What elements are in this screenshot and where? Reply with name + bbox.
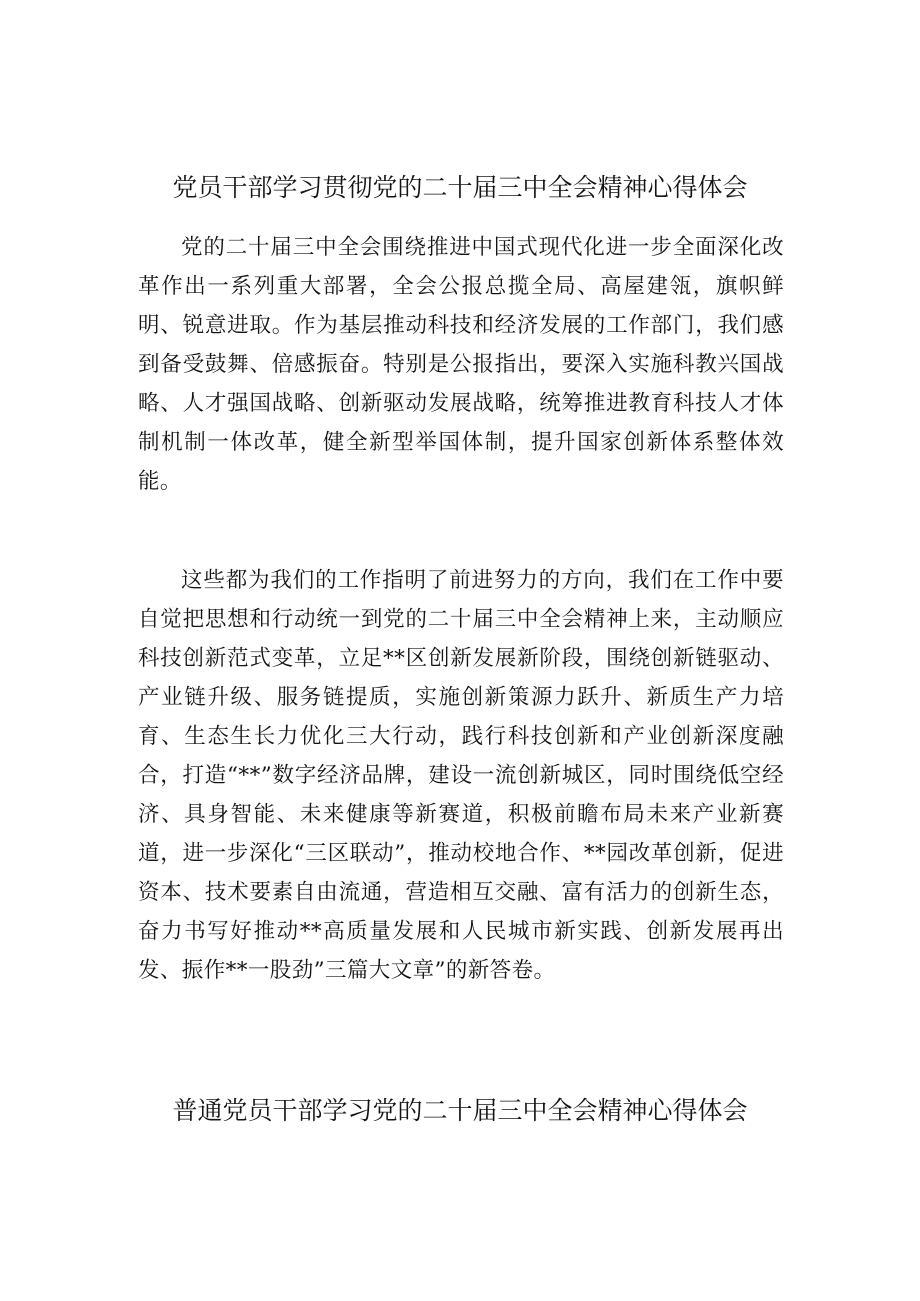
second-article-title: 普通党员干部学习党的二十届三中全会精神心得体会: [172, 1096, 748, 1125]
article-title: 党员干部学习贯彻党的二十届三中全会精神心得体会: [172, 173, 748, 202]
article-paragraph: 党的二十届三中全会围绕推进中国式现代化进一步全面深化改革作出一系列重大部署，全会公报总揽全局、高屋建瓴，旗帜鲜明、锐意进取。作为基层推动科技和经济发展的工作部门，我们感到备受鼓舞、倍感振奋。特别是公报指出，要深入实施科教兴国战略、人才强国战略、创新驱动发展战略，统筹推进教育科技人才体制机制一体改革，健全新型举国体制，提升国家创新体系整体效能。: [138, 235, 784, 494]
article-paragraph: 这些都为我们的工作指明了前进努力的方向，我们在工作中要自觉把思想和行动统一到党的二十届三中全会精神上来，主动顺应科技创新范式变革，立足**区创新发展新阶段，围绕创新链驱动、产业链升级、服务链提质，实施创新策源力跃升、新质生产力培育、生态生长力优化三大行动，践行科技创新和产业创新深度融合，打造“**”数字经济品牌，建设一流创新城区，同时围绕低空经济、具身智能、未来健康等新赛道，积极前瞻布局未来产业新赛道，进一步深化“三区联动”，推动校地合作、**园改革创新，促进资本、技术要素自由流通，营造相互交融、富有活力的创新生态，奋力书写好推动**高质量发展和人民城市新实践、创新发展再出发、振作**一股劲”三篇大文章”的新答卷。: [138, 568, 784, 983]
